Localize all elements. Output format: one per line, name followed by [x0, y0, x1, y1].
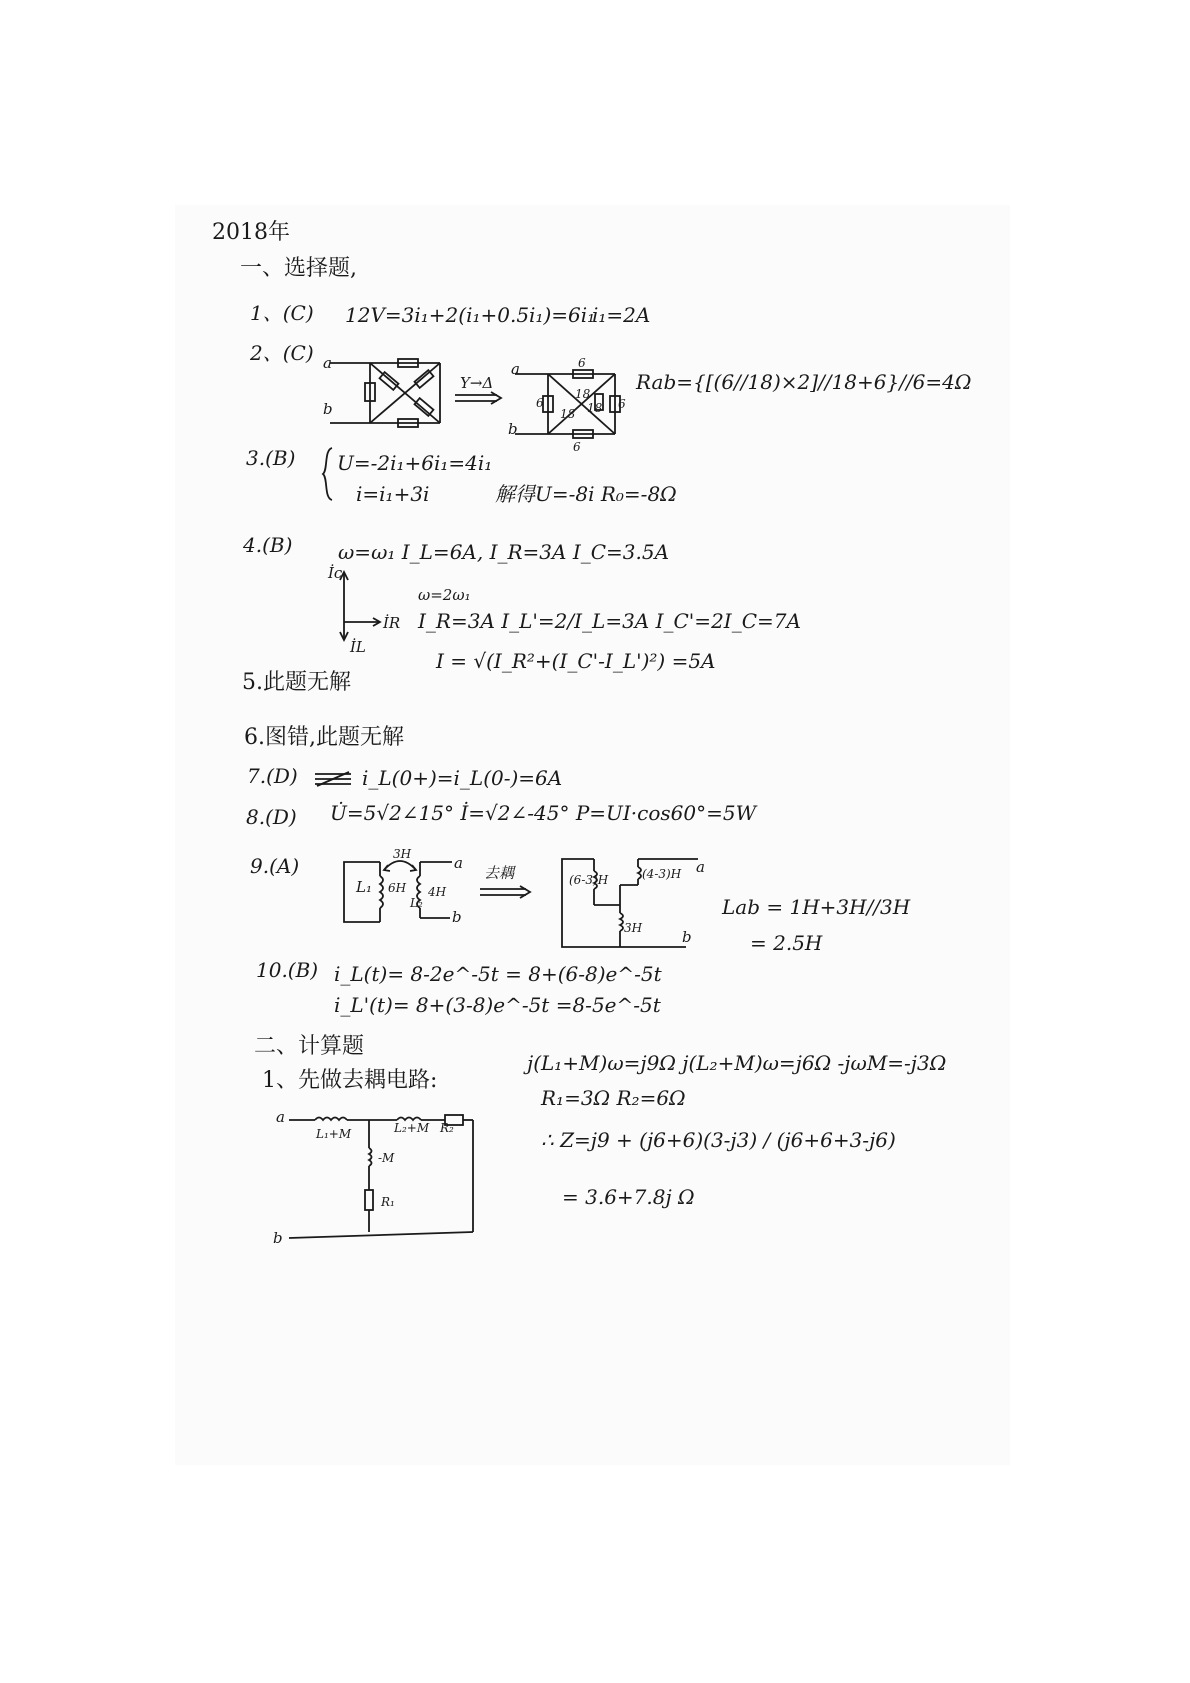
q9-node-b: b: [452, 908, 462, 926]
q2-r-diag2: 18: [560, 407, 576, 421]
q2-node-a: a: [323, 354, 332, 372]
q9-l2-label: L₂: [410, 896, 423, 910]
q1-result: i₁=2A: [592, 303, 651, 327]
q10-line1: i_L(t)= 8-2e^-5t = 8+(6-8)e^-5t: [334, 962, 662, 986]
c1-l1m: L₁+M: [316, 1127, 352, 1141]
q4-line1: ω=ω₁ I_L=6A, I_R=3A I_C=3.5A: [338, 540, 670, 564]
section-1-title: 一、选择题,: [240, 256, 357, 281]
q6-text: 6.图错,此题无解: [244, 725, 404, 750]
q9-l2-value: 4H: [428, 885, 447, 899]
q9-l1-label: L₁: [356, 878, 372, 896]
q4-ir-label: İR: [383, 614, 401, 632]
year-heading: 2018年: [212, 220, 290, 245]
q2-transform-label: Y→Δ: [460, 374, 494, 392]
q2-r-diag3: 18: [587, 401, 603, 415]
q1-equation: 12V=3i₁+2(i₁+0.5i₁)=6i₁: [345, 303, 596, 327]
c1-minus-m: -M: [378, 1151, 395, 1165]
q9-equation1: Lab = 1H+3H//3H: [722, 895, 911, 919]
q2-node-a2: a: [511, 360, 520, 378]
q9-right-inductor: (4-3)H: [642, 867, 682, 881]
q4-omega2: ω=2ω₁: [418, 586, 471, 604]
q4-line4: I = √(I_R²+(I_C'-I_L')²) =5A: [436, 649, 716, 673]
section-2-title: 二、计算题: [254, 1034, 365, 1059]
c1-title: 1、先做去耦电路:: [262, 1068, 438, 1093]
q3-line1: U=-2i₁+6i₁=4i₁: [337, 451, 493, 475]
q9-l1-value: 6H: [388, 881, 407, 895]
c1-r1: R₁: [381, 1195, 395, 1209]
q9-equation2: = 2.5H: [750, 931, 823, 955]
q7-crossed-out: [315, 772, 355, 788]
q9-decouple-label: 去耦: [484, 864, 515, 882]
c1-eq4: = 3.6+7.8j Ω: [562, 1185, 695, 1209]
q2-r-diag1: 18: [575, 387, 591, 401]
q2-r-left: 6: [536, 396, 544, 410]
q9-node-a: a: [454, 854, 463, 872]
c1-eq1: j(L₁+M)ω=j9Ω j(L₂+M)ω=j6Ω -jωM=-j3Ω: [527, 1051, 947, 1075]
c1-node-a: a: [276, 1108, 285, 1126]
c1-l2m: L₂+M: [394, 1121, 430, 1135]
q9-mutual: 3H: [393, 847, 412, 861]
q4-number: 4.(B): [243, 533, 293, 557]
q10-line2: i_L'(t)= 8+(3-8)e^-5t =8-5e^-5t: [334, 993, 661, 1017]
q3-brace: [322, 446, 334, 502]
q2-delta-circuit: [515, 370, 625, 440]
c1-decoupled-circuit: [285, 1110, 485, 1245]
q2-number: 2、(C): [250, 341, 314, 365]
q9-left-inductor: (6-3)H: [569, 873, 609, 887]
c1-node-b: b: [273, 1229, 283, 1247]
q4-ic-label: İc: [328, 564, 343, 582]
q8-equation: U̇=5√2∠15° İ=√2∠-45° P=UI·cos60°=5W: [330, 801, 757, 825]
c1-eq3: ∴ Z=j9 + (j6+6)(3-j3) / (j6+6+3-j6): [541, 1128, 896, 1152]
c1-r2: R₂: [440, 1121, 454, 1135]
q9-node-a2: a: [696, 858, 705, 876]
q3-number: 3.(B): [246, 446, 296, 470]
q2-arrow-icon: [455, 392, 505, 404]
q4-il-label: İL: [350, 638, 366, 656]
q3-result: 解得U=-8i R₀=-8Ω: [495, 482, 677, 506]
q3-line2: i=i₁+3i: [356, 482, 430, 506]
q2-node-b2: b: [508, 420, 518, 438]
q1-number: 1、(C): [250, 301, 314, 325]
q2-equation: Rab={[(6//18)×2]//18+6}//6=4Ω: [636, 370, 972, 394]
q2-r-right: 6: [618, 397, 626, 411]
q9-node-b2: b: [682, 928, 692, 946]
q9-number: 9.(A): [250, 854, 300, 878]
q8-number: 8.(D): [246, 805, 297, 829]
q2-r-top: 6: [578, 356, 586, 370]
q2-node-b: b: [323, 400, 333, 418]
q2-r-bottom: 6: [573, 440, 581, 454]
q9-mid-inductor: 3H: [624, 921, 643, 935]
q4-line3: I_R=3A I_L'=2/I_L=3A I_C'=2I_C=7A: [418, 609, 801, 633]
q7-number: 7.(D): [247, 764, 298, 788]
q7-equation: i_L(0+)=i_L(0-)=6A: [362, 766, 563, 790]
q5-text: 5.此题无解: [242, 670, 351, 695]
c1-eq2: R₁=3Ω R₂=6Ω: [541, 1086, 686, 1110]
q10-number: 10.(B): [256, 958, 319, 982]
q2-bridge-circuit: [320, 355, 450, 435]
q9-arrow-icon: [480, 886, 535, 898]
